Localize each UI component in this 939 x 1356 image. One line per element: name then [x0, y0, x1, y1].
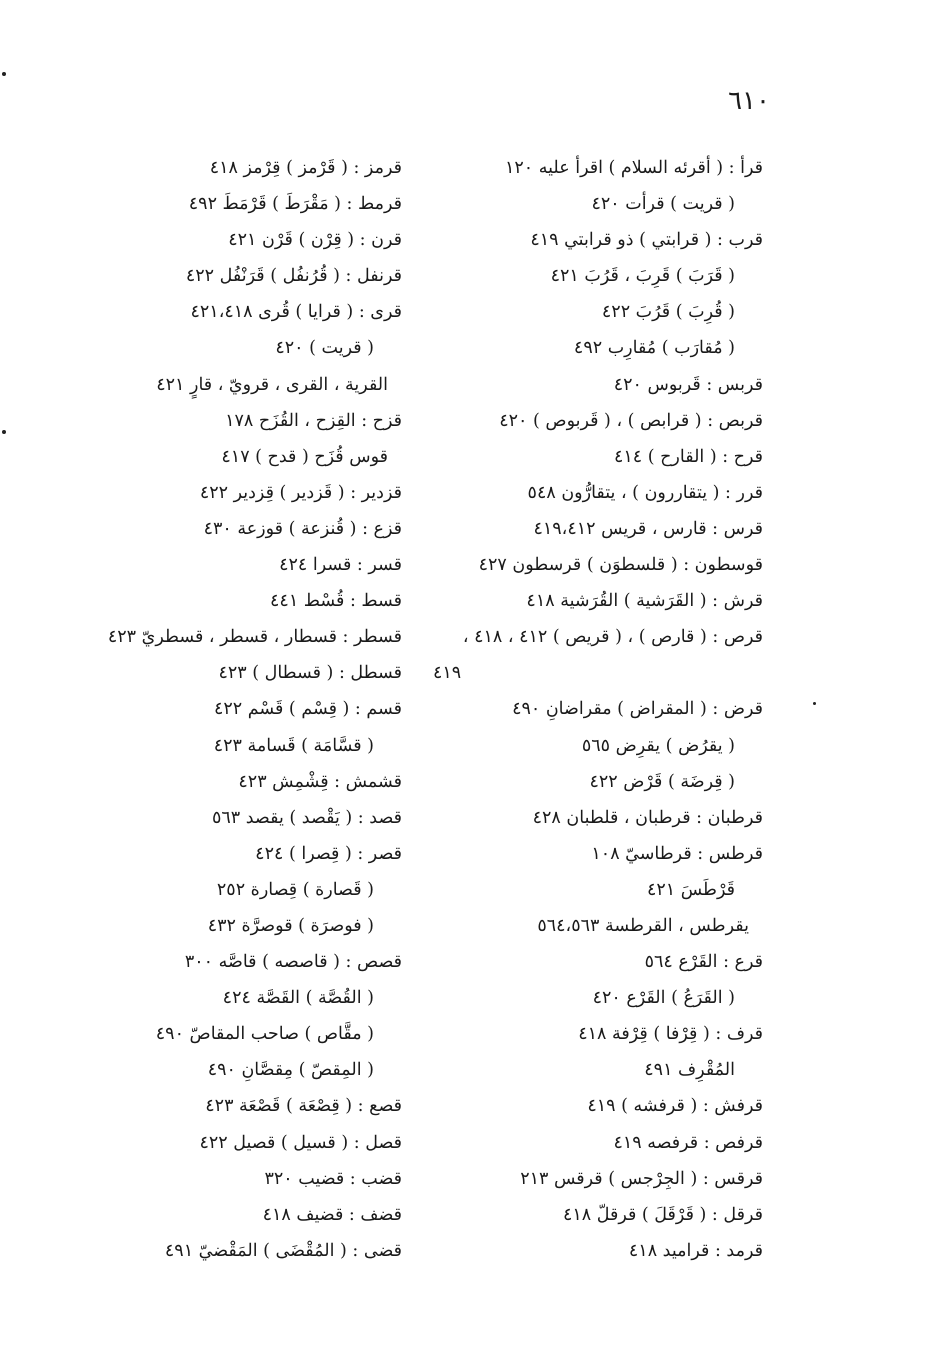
index-entry: قصع : ( قِصْعَة ) قَصْعَة ٤٢٣ — [205, 1096, 402, 1117]
page-number: ٦١٠ — [728, 86, 770, 116]
index-entry: ( قِرضَة ) قَرْض ٤٢٢ — [589, 771, 735, 792]
index-entry: قرقس : ( الجِرْجس ) قرقس ٢١٣ — [520, 1168, 763, 1189]
index-entry: ( مُقارَب ) مُقارِب ٤٩٢ — [573, 338, 735, 359]
index-entry: قرب : ( قرابتي ) ذو قرابتي ٤١٩ — [530, 230, 763, 251]
index-entry: قرض : ( المقراض ) مقراضانِ ٤٩٠ — [512, 699, 763, 720]
index-entry: ( قُرِبَ ) قَرُبَ ٤٢٢ — [601, 302, 735, 323]
index-entry: قزح : القِزح ، القُزَح ١٧٨ — [225, 410, 402, 431]
index-entry: قوسطون : ( قلسطوَن ) قرسطون ٤٢٧ — [478, 555, 763, 576]
index-entry: قرمز : ( قَرْمز ) قِرْمز ٤١٨ — [209, 158, 402, 178]
index-entry: قسم : ( قِسْم ) قَسْم ٤٢٢ — [213, 699, 402, 720]
index-entry: قَرْطَسَ ٤٢١ — [646, 879, 735, 900]
index-entry: قرع : القَرْع ٥٦٤ — [644, 952, 763, 973]
index-entry: المُقْرِف ٤٩١ — [644, 1060, 735, 1081]
index-entry: قصر : ( قِصرا ) ٤٢٤ — [255, 843, 402, 864]
index-entry: قرأ : ( أقرئه السلام ) اقرأ عليه ١٢٠ — [504, 158, 763, 178]
index-entry: ( قَرَبَ ) قَرِبَ ، قَرُبَ ٤٢١ — [550, 266, 735, 287]
index-entry: قرس : قارس ، قريس ٤١٩،٤١٢ — [533, 518, 763, 539]
index-entry: قرمد : قراميد ٤١٨ — [628, 1240, 763, 1261]
index-entry: ٤١٩ — [433, 663, 462, 684]
index-entry: ( القَرَعُ ) القَرْع ٤٢٠ — [592, 988, 735, 1009]
index-entry: ( قَصارة ) قِصارة ٢٥٢ — [216, 879, 374, 900]
index-entry: قرف : ( قِرْفا ) قِرْفة ٤١٨ — [578, 1024, 763, 1045]
index-entry: قسر : قسرا ٤٢٤ — [279, 555, 402, 576]
index-entry: قرفش : ( قرفشه ) ٤١٩ — [587, 1096, 763, 1117]
index-entry: قصد : ( يَقْصد ) يقصد ٥٦٣ — [211, 807, 402, 828]
index-entry: قرفص : قرفصه ٤١٩ — [613, 1132, 763, 1153]
index-entry: قزدير : ( قَزدير ) قِزدير ٤٢٢ — [199, 482, 402, 503]
index-entry: قرطس : قرطاسيّ ١٠٨ — [591, 843, 763, 864]
index-entry: قرص : ( قارص ) ، ( قريص ) ٤١٢ ، ٤١٨ ، — [462, 627, 763, 648]
index-entry: قرى : ( قرايا ) قُرى ٤٢١،٤١٨ — [190, 302, 402, 323]
index-entry: قضف : قضيف ٤١٨ — [262, 1204, 402, 1225]
index-entry: قرح : ( القارح ) ٤١٤ — [613, 446, 763, 467]
index-entry: قشمش : قِشْمِش ٤٢٣ — [238, 771, 402, 792]
index-entry: القرية ، القرى ، قرويّ ، قارٍ ٤٢١ — [156, 374, 388, 395]
index-entry: ( القُصَّة ) القَصَّة ٤٢٤ — [222, 988, 374, 1009]
index-entry: قرر : ( يتقاررون ) ، يتقارُّون ٥٤٨ — [527, 482, 763, 503]
index-entry: ( المِقصّ ) مِقصَّانِ ٤٩٠ — [207, 1060, 374, 1081]
index-entry: ( يقرُض ) يقرِض ٥٦٥ — [581, 735, 735, 756]
margin-mark — [813, 702, 816, 705]
index-entry: قوس قُزَح ( قدح ) ٤١٧ — [221, 446, 388, 467]
margin-mark — [2, 430, 6, 434]
index-entry: قرش : ( القَرَشية ) القُرَشية ٤١٨ — [526, 591, 763, 612]
index-entry: قزع : ( قُنزعة ) قوزعة ٤٣٠ — [203, 518, 402, 539]
index-entry: قرقل : ( قَرْقَلَ ) قرقلّ ٤١٨ — [562, 1204, 763, 1225]
index-entry: قسط : قُسْط ٤٤١ — [270, 591, 402, 612]
index-entry: قصل : ( قسيل ) قصيل ٤٢٢ — [199, 1132, 402, 1153]
index-entry: قرمط : ( مَقْرَطَ ) قَرْمَطَ ٤٩٢ — [188, 194, 402, 215]
index-entry: ( قريت ) قرأت ٤٢٠ — [591, 194, 735, 215]
index-entry: قسطل : ( قسطال ) ٤٢٣ — [218, 663, 402, 684]
index-entry: قضب : قضيب ٣٢٠ — [264, 1168, 402, 1189]
index-entry: قرن : ( قِرْن ) قَرْن ٤٢١ — [228, 230, 402, 251]
index-entry: ( قسَّامَة ) قَسامة ٤٢٣ — [213, 735, 374, 756]
index-entry: ( قريت ) ٤٢٠ — [275, 338, 374, 359]
index-entry: قضى : ( المُقْضَى ) المَقْضيّ ٤٩١ — [164, 1240, 402, 1261]
index-entry: قسطر : قسطار ، قسطر ، قسطريّ ٤٢٣ — [107, 627, 402, 648]
index-column-left — [72, 150, 402, 1269]
index-entry: قربص : ( قرابص ) ، ( قَربوص ) ٤٢٠ — [499, 410, 763, 431]
index-entry: قرطبان : قرطبان ، قلطبان ٤٢٨ — [532, 807, 763, 828]
index-column-right — [433, 150, 763, 1269]
index-entry: قصص : ( قاصصه ) قاصَّه ٣٠٠ — [184, 952, 402, 973]
index-entry: يقرطس ، القرطسة ٥٦٤،٥٦٣ — [537, 915, 749, 936]
index-entry: ( مقَّاص ) صاحب المقاصّ ٤٩٠ — [155, 1024, 374, 1045]
index-entry: قرنفل : ( قُرُنفُل ) قَرَنْفُل ٤٢٢ — [185, 266, 402, 287]
margin-mark — [2, 72, 6, 76]
index-entry: قربس : قَربوس ٤٢٠ — [613, 374, 763, 395]
index-entry: ( فوصرَة ) قوصرَّة ٤٣٢ — [207, 915, 374, 936]
